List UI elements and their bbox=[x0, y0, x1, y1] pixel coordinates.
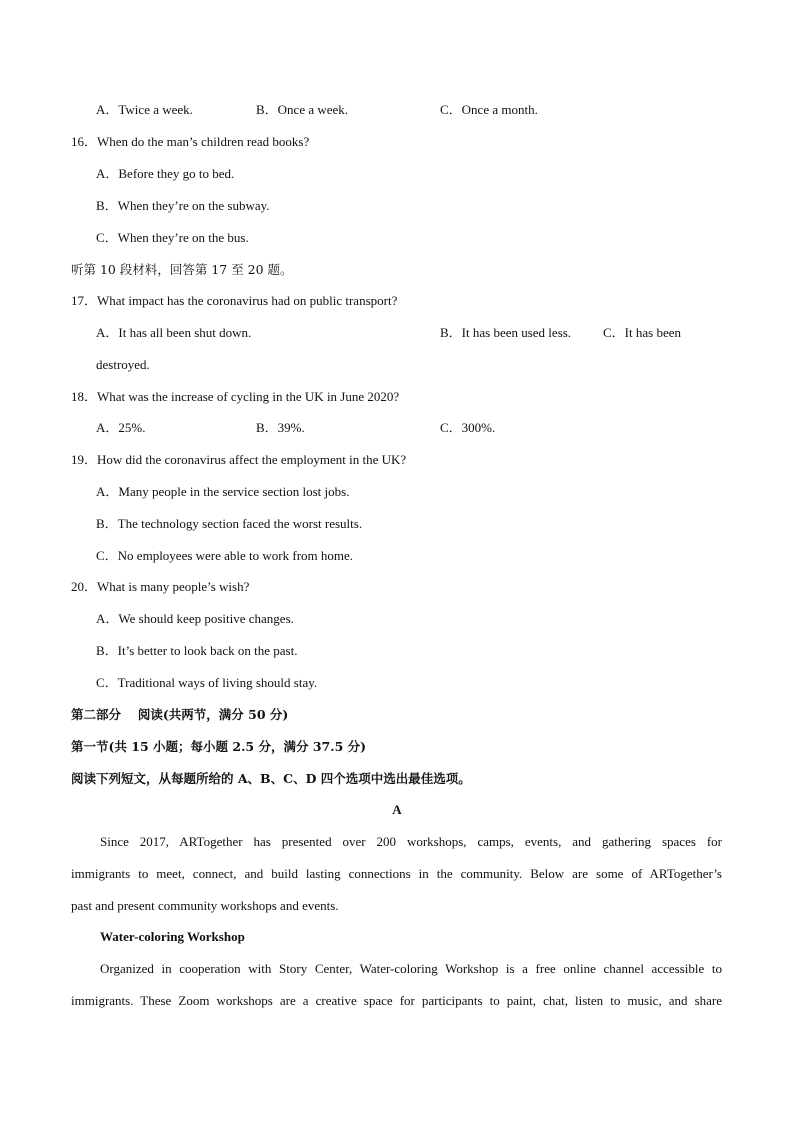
q20-option-a: A．We should keep positive changes. bbox=[96, 611, 294, 626]
q16-option-a: A．Before they go to bed. bbox=[96, 166, 235, 181]
q16-stem: 16．When do the man’s children read books? bbox=[71, 134, 310, 149]
q17-option-c-wrap: destroyed. bbox=[96, 357, 150, 372]
q15-option-c: C．Once a month. bbox=[440, 102, 538, 117]
q19-option-b: B．The technology section faced the worst results. bbox=[96, 516, 363, 531]
q16-option-c: C．When they’re on the bus. bbox=[96, 230, 249, 245]
q15-option-a: A．Twice a week. bbox=[96, 102, 193, 117]
passage-p2-line-2: immigrants. These Zoom workshops are a creative space for participants to paint, chat, listen to music, and share bbox=[71, 993, 722, 1008]
section10-instruction: 听第 10 段材料，回答第 17 至 20 题。 bbox=[71, 262, 293, 277]
section1-heading: 第一节(共 15 小题；每小题 2.5 分，满分 37.5 分) bbox=[71, 739, 367, 754]
q18-option-b: B．39%. bbox=[256, 420, 305, 435]
q20-option-b: B．It’s better to look back on the past. bbox=[96, 643, 298, 658]
q20-stem: 20．What is many people’s wish? bbox=[71, 579, 250, 594]
q15-option-b: B．Once a week. bbox=[256, 102, 349, 117]
passage-p2-line-1: Organized in cooperation with Story Center, Water-coloring Workshop is a free online channel accessible to bbox=[100, 961, 722, 976]
q17-option-b: B．It has been used less. bbox=[440, 325, 572, 340]
q20-option-c: C．Traditional ways of living should stay. bbox=[96, 675, 318, 690]
reading-instruction: 阅读下列短文，从每题所给的 A、B、C、D 四个选项中选出最佳选项。 bbox=[71, 771, 471, 786]
q18-option-a: A．25%. bbox=[96, 420, 146, 435]
passage-subheading: Water-coloring Workshop bbox=[100, 929, 245, 944]
q17-option-a: A．It has all been shut down. bbox=[96, 325, 252, 340]
q19-stem: 19．How did the coronavirus affect the employment in the UK? bbox=[71, 452, 407, 467]
passage-p1-line-2: immigrants to meet, connect, and build lasting connections in the community. Below are some of ARTogether’s bbox=[71, 866, 722, 881]
q17-stem: 17．What impact has the coronavirus had on public transport? bbox=[71, 293, 398, 308]
q18-stem: 18．What was the increase of cycling in the UK in June 2020? bbox=[71, 389, 400, 404]
q19-option-a: A．Many people in the service section lost jobs. bbox=[96, 484, 350, 499]
q16-option-b: B．When they’re on the subway. bbox=[96, 198, 270, 213]
passage-label: A bbox=[392, 802, 402, 817]
q19-option-c: C．No employees were able to work from home. bbox=[96, 548, 354, 563]
passage-p1-line-1: Since 2017, ARTogether has presented over 200 workshops, camps, events, and gathering spaces for bbox=[100, 834, 722, 849]
part2-heading: 第二部分 阅读(共两节，满分 50 分) bbox=[71, 707, 289, 722]
q17-option-c: C．It has been bbox=[603, 325, 681, 340]
q18-option-c: C．300%. bbox=[440, 420, 496, 435]
passage-p1-line-3: past and present community workshops and events. bbox=[71, 898, 339, 913]
